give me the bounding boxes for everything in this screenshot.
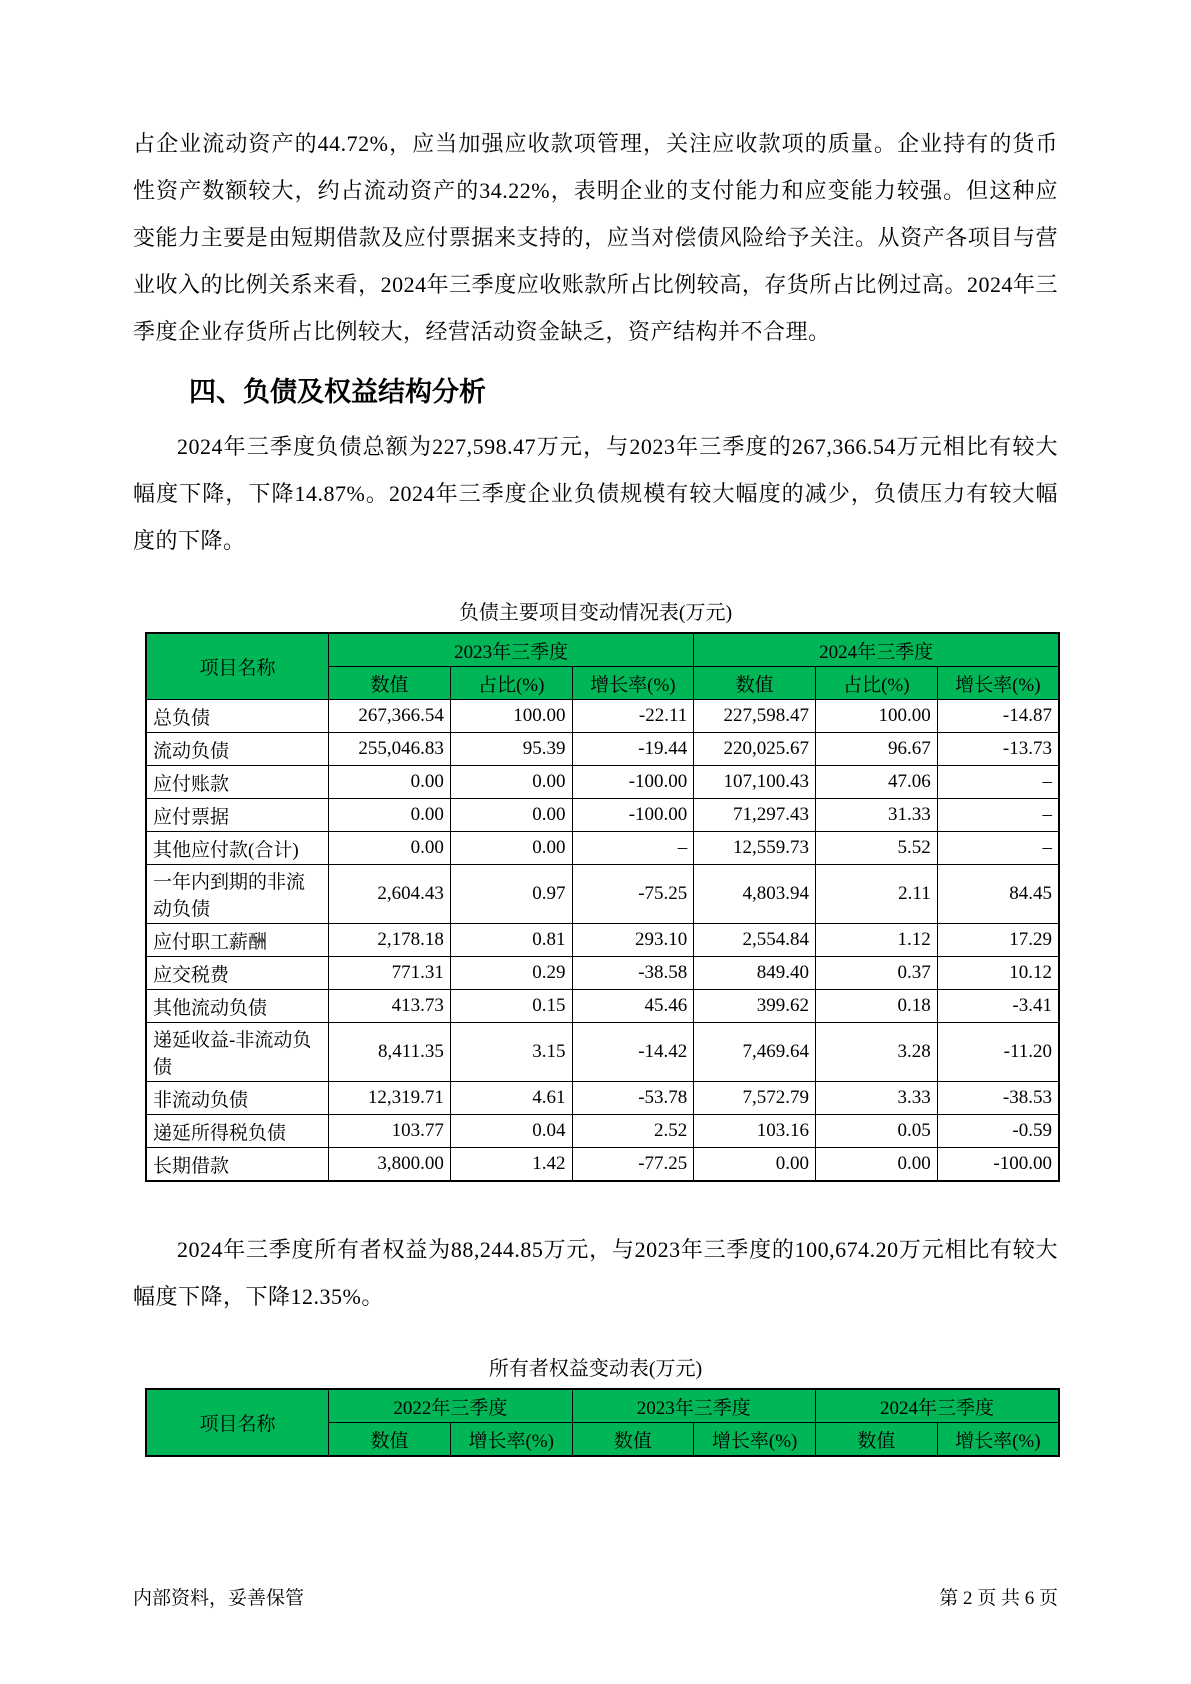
value-cell: 10.12	[937, 957, 1059, 990]
value-cell: 293.10	[572, 924, 694, 957]
value-cell: 71,297.43	[694, 799, 816, 832]
value-cell: -22.11	[572, 700, 694, 733]
table-row	[146, 865, 1059, 924]
value-cell: 100.00	[815, 700, 937, 733]
item-name-cell: 其他应付款(合计)	[146, 832, 329, 865]
item-name-cell: 一年内到期的非流动负债	[146, 865, 329, 924]
item-name-cell: 长期借款	[146, 1148, 329, 1182]
value-cell: 12,559.73	[694, 832, 816, 865]
value-cell: 0.29	[450, 957, 572, 990]
value-cell: 12,319.71	[329, 1082, 451, 1115]
value-cell: 771.31	[329, 957, 451, 990]
value-cell: 47.06	[815, 766, 937, 799]
column-group-header: 2024年三季度	[694, 633, 1059, 667]
value-cell: 2.11	[815, 865, 937, 924]
value-cell: -75.25	[572, 865, 694, 924]
column-subheader: 占比(%)	[815, 667, 937, 700]
value-cell: -14.42	[572, 1023, 694, 1082]
item-name-cell: 非流动负债	[146, 1082, 329, 1115]
column-group-header: 2023年三季度	[329, 633, 694, 667]
table-row	[146, 832, 1059, 865]
column-group-header: 2022年三季度	[329, 1389, 572, 1423]
table-row	[146, 733, 1059, 766]
item-name-cell: 递延收益-非流动负债	[146, 1023, 329, 1082]
equity-table-title: 所有者权益变动表(万元)	[488, 1358, 703, 1380]
value-cell: –	[937, 832, 1059, 865]
paragraph-equity-summary: 2024年三季度所有者权益为88,244.85万元，与2023年三季度的100,674.20万元相比有较大幅度下降，下降12.35%。	[133, 1237, 1058, 1309]
value-cell: -3.41	[937, 990, 1059, 1023]
value-cell: 100.00	[450, 700, 572, 733]
value-cell: 2,604.43	[329, 865, 451, 924]
value-cell: -38.53	[937, 1082, 1059, 1115]
value-cell: -19.44	[572, 733, 694, 766]
item-name-cell: 应交税费	[146, 957, 329, 990]
liabilities-table-title: 负债主要项目变动情况表(万元)	[458, 602, 733, 624]
value-cell: -100.00	[572, 799, 694, 832]
value-cell: 31.33	[815, 799, 937, 832]
value-cell: -13.73	[937, 733, 1059, 766]
column-header-item-name: 项目名称	[146, 633, 329, 700]
value-cell: -14.87	[937, 700, 1059, 733]
column-subheader: 数值	[572, 1423, 694, 1457]
value-cell: 0.04	[450, 1115, 572, 1148]
liabilities-table	[145, 632, 1060, 1182]
table-row	[146, 924, 1059, 957]
column-subheader: 数值	[329, 1423, 451, 1457]
column-subheader: 数值	[694, 667, 816, 700]
column-subheader: 数值	[329, 667, 451, 700]
value-cell: 107,100.43	[694, 766, 816, 799]
column-subheader: 增长率(%)	[937, 667, 1059, 700]
value-cell: 96.67	[815, 733, 937, 766]
value-cell: 0.00	[450, 766, 572, 799]
value-cell: 4,803.94	[694, 865, 816, 924]
value-cell: 267,366.54	[329, 700, 451, 733]
value-cell: 7,469.64	[694, 1023, 816, 1082]
column-subheader: 增长率(%)	[937, 1423, 1059, 1457]
equity-table	[145, 1388, 1060, 1457]
table-row	[146, 766, 1059, 799]
value-cell: 84.45	[937, 865, 1059, 924]
value-cell: 0.97	[450, 865, 572, 924]
value-cell: -11.20	[937, 1023, 1059, 1082]
value-cell: 0.00	[329, 832, 451, 865]
value-cell: –	[937, 799, 1059, 832]
value-cell: -77.25	[572, 1148, 694, 1182]
value-cell: 413.73	[329, 990, 451, 1023]
value-cell: 2,178.18	[329, 924, 451, 957]
column-subheader: 增长率(%)	[450, 1423, 572, 1457]
value-cell: 7,572.79	[694, 1082, 816, 1115]
table-row	[146, 799, 1059, 832]
column-header-item-name: 项目名称	[146, 1389, 329, 1456]
value-cell: 0.15	[450, 990, 572, 1023]
table-row	[146, 990, 1059, 1023]
item-name-cell: 总负债	[146, 700, 329, 733]
item-name-cell: 应付职工薪酬	[146, 924, 329, 957]
value-cell: 5.52	[815, 832, 937, 865]
value-cell: –	[572, 832, 694, 865]
value-cell: 3.33	[815, 1082, 937, 1115]
item-name-cell: 流动负债	[146, 733, 329, 766]
value-cell: 0.18	[815, 990, 937, 1023]
footer-page-number: 第 2 页 共 6 页	[939, 1588, 1058, 1609]
value-cell: 3.15	[450, 1023, 572, 1082]
value-cell: 255,046.83	[329, 733, 451, 766]
value-cell: -100.00	[572, 766, 694, 799]
value-cell: -53.78	[572, 1082, 694, 1115]
value-cell: 0.81	[450, 924, 572, 957]
item-name-cell: 递延所得税负债	[146, 1115, 329, 1148]
column-subheader: 占比(%)	[450, 667, 572, 700]
paragraph-liability-summary: 2024年三季度负债总额为227,598.47万元，与2023年三季度的267,366.54万元相比有较大幅度下降，下降14.87%。2024年三季度企业负债规模有较大幅度的减少，负债压力有较大幅度的下降。	[133, 434, 1058, 553]
table-row	[146, 1148, 1059, 1182]
value-cell: 0.00	[450, 832, 572, 865]
table-row	[146, 1082, 1059, 1115]
value-cell: 1.12	[815, 924, 937, 957]
table-row	[146, 1023, 1059, 1082]
value-cell: -0.59	[937, 1115, 1059, 1148]
value-cell: 45.46	[572, 990, 694, 1023]
value-cell: -38.58	[572, 957, 694, 990]
column-subheader: 数值	[815, 1423, 937, 1457]
value-cell: 95.39	[450, 733, 572, 766]
table-row	[146, 1115, 1059, 1148]
value-cell: 103.77	[329, 1115, 451, 1148]
column-subheader: 增长率(%)	[572, 667, 694, 700]
column-subheader: 增长率(%)	[694, 1423, 816, 1457]
value-cell: 399.62	[694, 990, 816, 1023]
value-cell: 0.00	[329, 766, 451, 799]
value-cell: 227,598.47	[694, 700, 816, 733]
value-cell: 0.05	[815, 1115, 937, 1148]
value-cell: 4.61	[450, 1082, 572, 1115]
value-cell: 0.37	[815, 957, 937, 990]
value-cell: 103.16	[694, 1115, 816, 1148]
item-name-cell: 其他流动负债	[146, 990, 329, 1023]
footer-confidential-note: 内部资料，妥善保管	[133, 1588, 305, 1609]
item-name-cell: 应付账款	[146, 766, 329, 799]
value-cell: –	[937, 766, 1059, 799]
value-cell: 0.00	[329, 799, 451, 832]
value-cell: 3.28	[815, 1023, 937, 1082]
value-cell: 8,411.35	[329, 1023, 451, 1082]
value-cell: 0.00	[694, 1148, 816, 1182]
table-row	[146, 957, 1059, 990]
paragraph-asset-analysis: 占企业流动资产的44.72%，应当加强应收款项管理，关注应收款项的质量。企业持有的货币性资产数额较大，约占流动资产的34.22%，表明企业的支付能力和应变能力较强。但这种应变能力主要是由短期借款及应付票据来支持的，应当对偿债风险给予关注。从资产各项目与营业收入的比例关系来看，2024年三季度应收账款所占比例较高，存货所占比例过高。2024年三季度企业存货所占比例较大，经营活动资金缺乏，资产结构并不合理。	[133, 131, 1058, 344]
value-cell: 0.00	[815, 1148, 937, 1182]
value-cell: 220,025.67	[694, 733, 816, 766]
value-cell: 1.42	[450, 1148, 572, 1182]
table-row	[146, 700, 1059, 733]
page-footer	[133, 1586, 1058, 1612]
value-cell: 849.40	[694, 957, 816, 990]
value-cell: 2,554.84	[694, 924, 816, 957]
value-cell: 3,800.00	[329, 1148, 451, 1182]
column-group-header: 2023年三季度	[572, 1389, 815, 1423]
section-heading-liability-equity: 四、负债及权益结构分析	[189, 377, 486, 407]
value-cell: 2.52	[572, 1115, 694, 1148]
value-cell: 0.00	[450, 799, 572, 832]
value-cell: -100.00	[937, 1148, 1059, 1182]
value-cell: 17.29	[937, 924, 1059, 957]
item-name-cell: 应付票据	[146, 799, 329, 832]
column-group-header: 2024年三季度	[815, 1389, 1059, 1423]
